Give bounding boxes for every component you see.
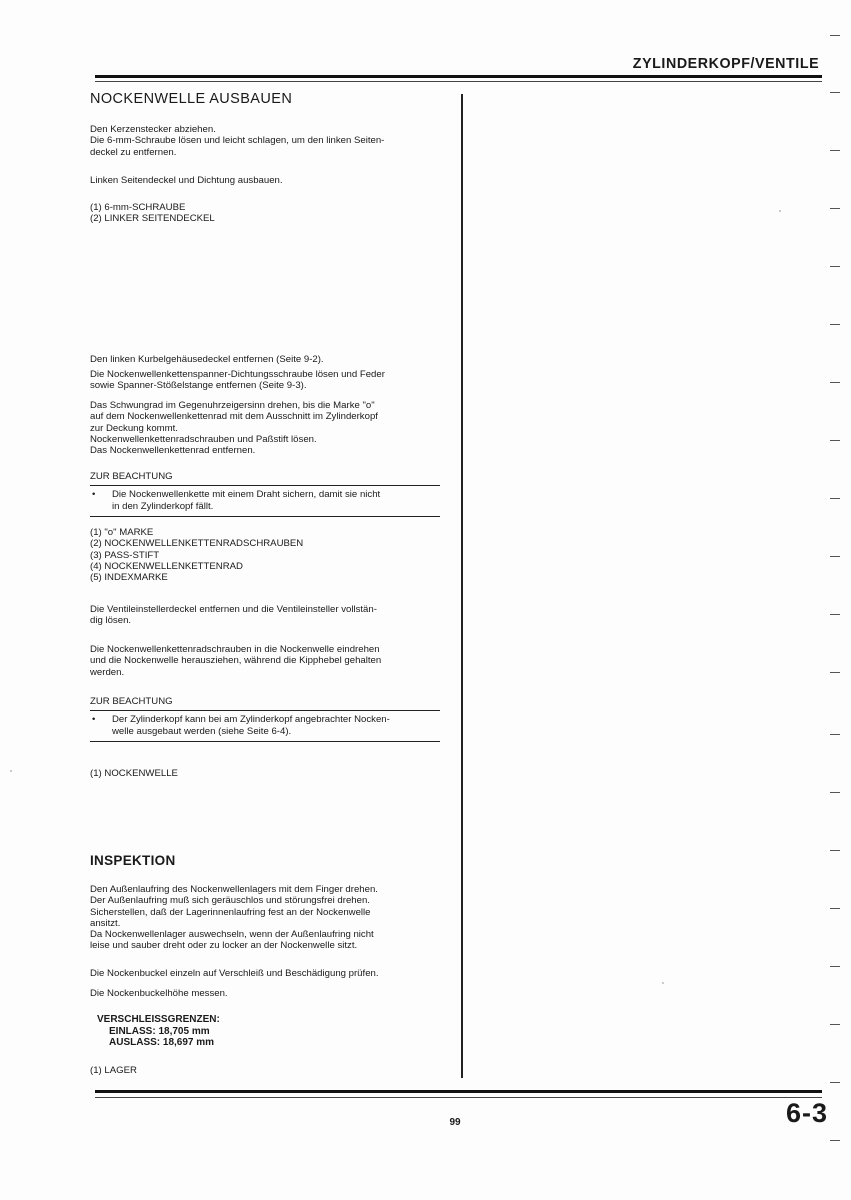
margin-mark bbox=[830, 1082, 840, 1083]
text-line: ansitzt. bbox=[90, 917, 121, 929]
paragraph-aussenlaufring bbox=[90, 884, 440, 952]
text-line: deckel zu entfernen. bbox=[90, 146, 177, 158]
bullet-icon: • bbox=[92, 489, 96, 501]
margin-mark bbox=[830, 498, 840, 499]
margin-mark bbox=[830, 440, 840, 441]
text-line: zur Deckung kommt. bbox=[90, 422, 178, 434]
scan-speck bbox=[779, 210, 781, 212]
text-line: Die Nockenbuckel einzeln auf Verschleiß und Beschädigung prüfen. bbox=[90, 968, 379, 979]
note-text-line: Die Nockenwellenkette mit einem Draht sichern, damit sie nicht bbox=[112, 489, 381, 501]
section-inspektion bbox=[90, 855, 440, 866]
text-line: sowie Spanner-Stößelstange entfernen (Seite 9-3). bbox=[90, 380, 307, 392]
paragraph-seitendeckel bbox=[90, 175, 440, 186]
margin-mark bbox=[830, 208, 840, 209]
running-header-title: ZYLINDERKOPF/VENTILE bbox=[632, 55, 819, 72]
note-text-line: in den Zylinderkopf fällt. bbox=[112, 500, 214, 512]
text-line: Sicherstellen, daß der Lagerinnenlaufring fest an der Nockenwelle bbox=[90, 906, 371, 918]
text-line: Die Nockenwellenkettenspanner-Dichtungsschraube lösen und Feder bbox=[90, 369, 385, 380]
text-line: Nockenwellenkettenradschrauben und Paßstift lösen. bbox=[90, 433, 317, 445]
note-title: ZUR BEACHTUNG bbox=[90, 696, 173, 707]
footer-rule-thin bbox=[95, 1097, 822, 1098]
text-line: werden. bbox=[90, 666, 125, 678]
margin-mark bbox=[830, 734, 840, 735]
figure-labels-3 bbox=[90, 768, 440, 779]
margin-mark bbox=[830, 556, 840, 557]
margin-mark bbox=[830, 150, 840, 151]
section-title: INSPEKTION bbox=[90, 853, 176, 868]
paragraph-nockenbuckel bbox=[90, 968, 440, 979]
margin-mark bbox=[830, 672, 840, 673]
margin-mark bbox=[830, 92, 840, 93]
footer-rule bbox=[95, 1090, 822, 1093]
text-line: Den Kerzenstecker abziehen. bbox=[90, 124, 216, 135]
scan-speck bbox=[662, 982, 664, 984]
text-line: Die Nockenwellenkettenradschrauben in die Nockenwelle eindrehen bbox=[90, 644, 380, 655]
bullet-icon: • bbox=[92, 714, 96, 726]
spec-block bbox=[97, 1014, 447, 1049]
text-line: Den Außenlaufring des Nockenwellenlagers mit dem Finger drehen. bbox=[90, 884, 378, 895]
text-line: leise und sauber dreht oder zu locker an der Nockenwelle sitzt. bbox=[90, 940, 358, 952]
note-content bbox=[90, 485, 440, 517]
note-box-2 bbox=[90, 696, 440, 742]
spec-einlass: EINLASS: 18,705 mm bbox=[109, 1025, 210, 1037]
margin-mark bbox=[830, 324, 840, 325]
text-line: Die Nockenbuckelhöhe messen. bbox=[90, 988, 228, 999]
figure-label: (2) NOCKENWELLENKETTENRADSCHRAUBEN bbox=[90, 538, 304, 550]
margin-mark bbox=[830, 266, 840, 267]
figure-label: (5) INDEXMARKE bbox=[90, 572, 168, 584]
spec-title: VERSCHLEISSGRENZEN: bbox=[97, 1014, 220, 1025]
text-line: Das Nockenwellenkettenrad entfernen. bbox=[90, 445, 256, 457]
note-text-line: Der Zylinderkopf kann bei am Zylinderkopf angebrachter Nocken- bbox=[112, 714, 390, 726]
note-box-1 bbox=[90, 471, 440, 517]
figure-label: (2) LINKER SEITENDECKEL bbox=[90, 213, 215, 225]
paragraph-schwungrad bbox=[90, 400, 440, 456]
text-line: Da Nockenwellenlager auswechseln, wenn der Außenlaufring nicht bbox=[90, 929, 374, 941]
section-page-number: 6-3 bbox=[785, 1098, 828, 1128]
note-content bbox=[90, 710, 440, 742]
figure-label: (4) NOCKENWELLENKETTENRAD bbox=[90, 560, 243, 572]
figure-label: (1) LAGER bbox=[90, 1065, 137, 1076]
note-title: ZUR BEACHTUNG bbox=[90, 471, 173, 482]
figure-label: (1) "o" MARKE bbox=[90, 527, 154, 538]
margin-mark bbox=[830, 382, 840, 383]
paragraph-nockenwelle-herausziehen bbox=[90, 644, 440, 678]
margin-mark bbox=[830, 850, 840, 851]
figure-label: (1) 6-mm-SCHRAUBE bbox=[90, 202, 186, 213]
text-line: Der Außenlaufring muß sich geräuschlos und störungsfrei drehen. bbox=[90, 895, 370, 907]
figure-labels-4 bbox=[90, 1065, 440, 1076]
section-title: NOCKENWELLE AUSBAUEN bbox=[90, 91, 293, 107]
note-text-line: welle ausgebaut werden (siehe Seite 6-4). bbox=[112, 725, 292, 737]
figure-labels-1 bbox=[90, 202, 440, 225]
margin-mark bbox=[830, 792, 840, 793]
paragraph-kettenspanner bbox=[90, 369, 440, 392]
text-line: auf dem Nockenwellenkettenrad mit dem Ausschnitt im Zylinderkopf bbox=[90, 411, 378, 423]
text-line: Die Ventileinstellerdeckel entfernen und die Ventileinsteller vollstän- bbox=[90, 604, 377, 615]
spec-auslass: AUSLASS: 18,697 mm bbox=[109, 1037, 215, 1048]
margin-mark bbox=[830, 35, 840, 36]
text-line: Die 6-mm-Schraube lösen und leicht schlagen, um den linken Seiten- bbox=[90, 135, 385, 147]
margin-mark bbox=[830, 614, 840, 615]
paragraph-ventileinsteller bbox=[90, 604, 440, 627]
paragraph-kurbelgehaeusedeckel bbox=[90, 354, 440, 365]
figure-label: (1) NOCKENWELLE bbox=[90, 768, 178, 779]
margin-mark bbox=[830, 1024, 840, 1025]
text-line: Den linken Kurbelgehäusedeckel entfernen (Seite 9-2). bbox=[90, 354, 324, 365]
figure-labels-2 bbox=[90, 527, 440, 583]
margin-mark bbox=[830, 966, 840, 967]
text-line: und die Nockenwelle herausziehen, während die Kipphebel gehalten bbox=[90, 655, 382, 667]
header-rule bbox=[95, 75, 822, 78]
column-divider bbox=[461, 94, 463, 1078]
margin-mark bbox=[830, 908, 840, 909]
section-nockenwelle-ausbauen bbox=[90, 91, 440, 107]
paragraph-nockenbuckelhoehe bbox=[90, 988, 440, 999]
text-line: Das Schwungrad im Gegenuhrzeigersinn drehen, bis die Marke "o" bbox=[90, 400, 375, 411]
margin-mark bbox=[830, 1140, 840, 1141]
text-line: dig lösen. bbox=[90, 615, 132, 627]
header-rule-thin bbox=[95, 81, 822, 82]
figure-label: (3) PASS-STIFT bbox=[90, 549, 160, 561]
page-number: 99 bbox=[449, 1117, 461, 1128]
text-line: Linken Seitendeckel und Dichtung ausbauen. bbox=[90, 175, 283, 186]
scan-speck bbox=[10, 770, 12, 772]
paragraph-kerzenstecker bbox=[90, 124, 440, 158]
